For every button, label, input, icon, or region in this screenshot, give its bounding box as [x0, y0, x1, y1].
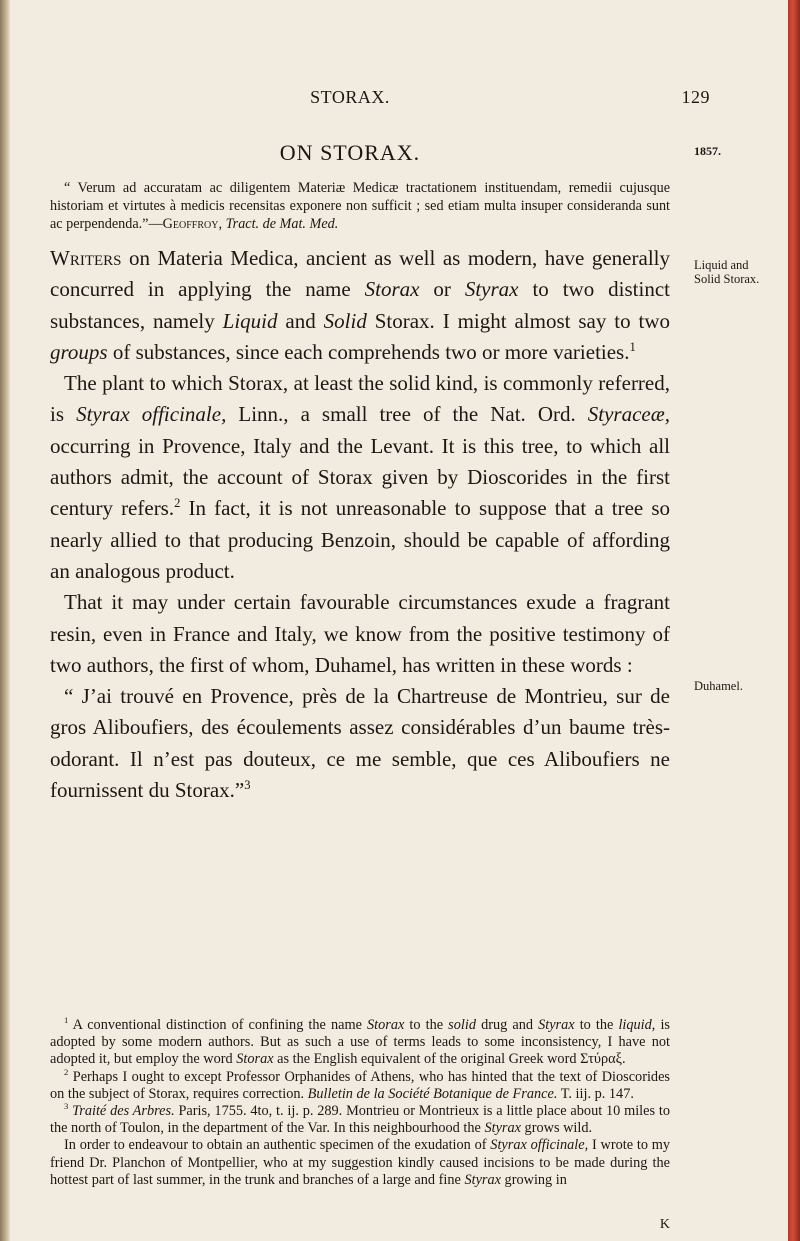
italic-run: Storax	[236, 1051, 274, 1068]
text-run: Storax. I might almost say to two	[366, 308, 671, 333]
text-run: and	[277, 308, 324, 333]
text-run: on Materia Medica, ancient as well as modern, have generally concurred in applying the name	[50, 246, 670, 302]
binding-edge-left	[0, 0, 10, 1241]
quote-text: “ J’ai trouvé en Provence, près de la Chartreuse de Montrieu, sur de gros Aliboufiers, des écoulements assez considérables d’un baume très-odorant. Il n’est pas douteux, ce me semble, que ces Aliboufiers ne fournissent du Storax.”	[50, 684, 670, 803]
text-run: Linn., a small tree of the Nat. Ord.	[226, 402, 588, 427]
italic-run: groups	[50, 339, 108, 364]
italic-run: Styrax	[464, 277, 519, 302]
epigraph	[50, 179, 670, 233]
text-run: In fact, it is not unreasonable to suppose that a tree so nearly allied to that producing Benzoin, should be capable of affording an analogous product.	[50, 496, 670, 583]
italic-run: Solid	[323, 308, 367, 333]
footnote-number: 3	[64, 1101, 69, 1112]
epigraph-text: “ Verum ad accuratam ac diligentem Materiæ Medicæ tractationem instituendam, remedii cujusque historiam et virtutes à medicis recensitas exponere non sufficit ; sed etiam multa insuper consideranda sunt ac perpendenda.”—	[50, 180, 670, 232]
year-marginal: 1857.	[694, 144, 721, 158]
italic-run: Styrax	[484, 1120, 521, 1137]
italic-run: Liquid	[222, 308, 278, 333]
epigraph-author: Geoffroy,	[162, 216, 223, 232]
footnote-2	[50, 1066, 670, 1103]
text-run: or	[419, 277, 465, 302]
text-run: occurring in Provence, Italy and the Levant. It is this tree, to which all authors admit, the account of Storax given by Dioscorides in the first century refers.	[50, 433, 670, 521]
greek-word: Στύραξ.	[580, 1051, 626, 1068]
french-quote	[50, 681, 670, 806]
italic-run: Bulletin de la Société Botanique de France.	[307, 1085, 558, 1102]
italic-run: Styrax	[538, 1017, 575, 1033]
footnote-ref[interactable]: 3	[244, 778, 251, 793]
running-head	[50, 87, 740, 107]
paragraph-3: That it may under certain favourable circumstances exude a fragrant resin, even in France and Italy, we know from the positive testimony of two authors, the first of whom, Duhamel, has written in these words :	[50, 590, 670, 677]
footnote-number: 2	[64, 1066, 69, 1077]
italic-run: Styrax officinale,	[490, 1137, 589, 1154]
footnote-3-continued	[50, 1137, 670, 1189]
italic-run: liquid,	[618, 1017, 656, 1033]
footnote-ref[interactable]: 1	[629, 339, 636, 354]
footnotes	[50, 1017, 670, 1189]
binding-edge-right	[788, 0, 800, 1241]
text-run: to the	[404, 1017, 449, 1033]
article-heading: ON STORAX.	[279, 140, 421, 165]
paragraph-1	[50, 243, 670, 368]
italic-run: Storax	[367, 1017, 405, 1033]
text-run: T. iij. p. 147.	[557, 1085, 634, 1102]
running-head-title: STORAX.	[310, 87, 390, 107]
footnote-number: 1	[64, 1015, 69, 1026]
paragraph-2	[50, 368, 670, 587]
text-run: of substances, since each comprehends two or more varieties.	[107, 339, 630, 364]
text-run: A conventional distinction of confining the name	[68, 1017, 368, 1033]
italic-run: solid	[448, 1017, 476, 1033]
text-run: Perhaps I ought to except Professor Orphanides of Athens, who has hinted that the text of Dioscorides on the subject of Storax, requires correction.	[50, 1068, 670, 1102]
footnote-ref[interactable]: 2	[174, 496, 181, 511]
margin-note-liquid-solid: Liquid and Solid Storax.	[694, 258, 760, 286]
text-run: growing in	[500, 1171, 567, 1188]
italic-run: Styraceæ,	[587, 402, 671, 427]
page-number: 129	[681, 87, 710, 107]
text-run: drug and	[475, 1017, 539, 1033]
text-run: Paris, 1755. 4to, t. ij. p. 289. Montrieu or Montrieux is a little place about 10 miles to the north of Toulon, in the department of the Var. In this neighbourhood the	[50, 1103, 670, 1137]
footnote-3	[50, 1103, 670, 1137]
text-run: I wrote to my friend Dr. Planchon of Montpellier, who at my suggestion kindly caused incisions to be made during the hottest part of last summer, in the trunk and branches of a large and fine	[50, 1137, 671, 1188]
epigraph-source: Tract. de Mat. Med.	[225, 216, 339, 232]
italic-run: Styrax	[464, 1171, 501, 1188]
book-page	[50, 0, 760, 1241]
text-run: is adopted by some modern authors. But as such a use of terms leads to some inconsistency, I have not adopted it, but employ the word	[50, 1017, 670, 1068]
signature-mark: K	[659, 1217, 670, 1232]
footnote-1	[50, 1017, 670, 1069]
text-run: as the English equivalent of the original Greek word	[273, 1051, 581, 1068]
italic-run: Traité des Arbres.	[68, 1103, 175, 1120]
text-run: to two distinct substances, namely	[50, 277, 670, 333]
text-run: In order to endeavour to obtain an authentic specimen of the exudation of	[64, 1137, 491, 1154]
text-run: grows wild.	[520, 1120, 593, 1137]
italic-run: Styrax officinale,	[76, 402, 227, 427]
italic-run: Storax	[364, 277, 420, 302]
body-text	[50, 243, 670, 806]
text-run: to the	[574, 1017, 619, 1033]
margin-note-duhamel: Duhamel.	[694, 679, 743, 693]
lead-word: Writers	[50, 246, 122, 270]
text-run: The plant to which Storax, at least the solid kind, is commonly referred, is	[50, 371, 670, 427]
